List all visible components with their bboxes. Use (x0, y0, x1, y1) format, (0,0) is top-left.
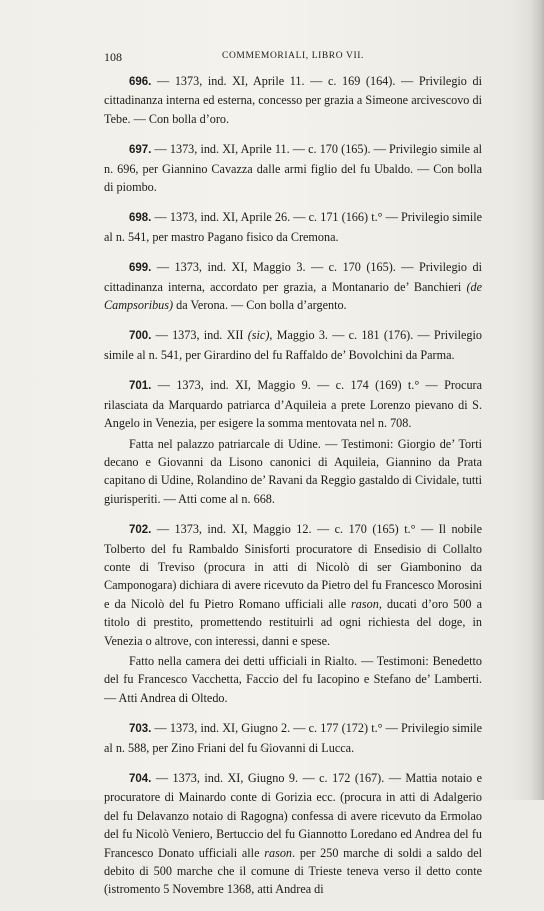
page-number: 108 (104, 50, 122, 64)
entry-text: — 1373, ind. XI, Aprile 11. — c. 170 (165). — Privilegio simile al n. 696, per Giannino Cavazza dalle armi figlio del fu Ubaldo. — Con bolla di piombo. (104, 142, 482, 195)
entry-text-continued: . per 250 marche di soldi a saldo del debito di 500 marche che il comune di Trieste teneva verso il detto conte (istromento 5 Novembre 1368, atti Andrea di (104, 845, 482, 897)
entry-subparagraph: Fatta nel palazzo patriarcale di Udine. — Testimoni: Giorgio de’ Torti decano e Giovanni da Lisono canonici di Aquileia, Giannino da Prata capitano di Udine, Rolandino de’ Ravani da Reggio gastaldo di Cividale, tutti giurisperiti. — Atti come al n. 668. (104, 436, 482, 506)
entry-text: — 1373, ind. XII (155, 328, 248, 343)
entry-number: 697. (129, 144, 152, 157)
ink-smudge (258, 742, 274, 754)
entry-text-italic: rason (264, 845, 293, 860)
entry-704 (104, 769, 482, 899)
entry-text: — 1373, ind. XI, Giugno 9. — c. 172 (167). — Mattia notaio e procuratore di Mainardo conte di Gorizia ecc. (procura in atti di Adalgerio del fu Delavanzo notaio di Ragogna) confessa di avere ricevuto da Ermolao del fu Nicolò Veniero, Bertuccio del fu Giannotto Loredano ed Andrea del fu Francesco Donato ufficiali alle (104, 771, 482, 860)
entry-text-italic: (de Campsoribus) (104, 279, 482, 313)
entry-699 (104, 258, 482, 314)
entry-text: — 1373, ind. XI, Aprile 11. — c. 169 (164). — Privilegio di cittadinanza interna ed esterna, concesso per grazia a Simeone arcivescovo di Tebe. — Con bolla d’oro. (104, 74, 482, 126)
entry-number: 700. (129, 330, 152, 343)
entry-text-italic: (sic) (247, 328, 270, 343)
page-edge-shadow (530, 0, 544, 800)
entry-text: — 1373, ind. XI, Maggio 9. — c. 174 (169) t.° — Procura rilasciata da Marquardo patriarca d’Aquileia a prete Lorenzo pievano di S. Angelo in Venezia, per esigere la somma mentovata nel n. 708. (104, 378, 483, 431)
entry-text: — 1373, ind. XI, Giugno 2. — c. 177 (172) t.° — Privilegio simile al n. 588, per Zino Friani del fu Giovanni di Lucca. (104, 721, 482, 755)
entry-697 (104, 140, 482, 196)
ink-smudge-mark (258, 742, 274, 754)
entry-number: 703. (129, 723, 152, 736)
entry-text: — 1373, ind. XI, Aprile 26. — c. 171 (166) t.° — Privilegio simile al n. 541, per mastro Pagano fisico da Cremona. (104, 210, 483, 244)
entry-698 (104, 208, 482, 246)
entry-696 (104, 72, 482, 128)
page-body (104, 72, 482, 911)
entry-text: — 1373, ind. XI, Maggio 3. — c. 170 (165). — Privilegio di cittadinanza interna, accordato per grazia, a Montanario de’ Banchieri (104, 260, 482, 294)
entry-number: 701. (129, 380, 152, 393)
entry-number: 704. (129, 773, 152, 785)
entry-number: 698. (129, 212, 152, 225)
entry-number: 696. (129, 76, 152, 88)
entry-number: 699. (129, 262, 152, 275)
entry-702 (104, 520, 482, 707)
entry-text-continued: , Maggio 3. — c. 181 (176). — Privilegio simile al n. 541, per Girardino del fu Raffaldo de’ Bovolchini da Parma. (104, 328, 483, 362)
entry-text: — 1373, ind. XI, Maggio 12. — c. 170 (165) t.° — Il nobile Tolberto del fu Rambaldo Sinisforti procuratore di Ensedisio di Collalto conte di Treviso (procura in atti di Nicolò di ser Giambonino da Camponogara) dichiara di avere ricevuto da Pietro del fu Francesco Morosini e da Nicolò del fu Pietro Romano ufficiali alle (104, 522, 483, 611)
entry-subparagraph: Fatto nella camera dei detti ufficiali in Rialto. — Testimoni: Benedetto del fu Francesco Vacchetta, Faccio del fu Iacopino e Stefano de’ Lamberti. — Atti Andrea di Oltedo. (104, 653, 482, 705)
page-header (104, 50, 482, 66)
entry-text-italic: rason (351, 596, 379, 611)
entry-number: 702. (129, 524, 152, 537)
entry-text-continued: da Verona. — Con bolla d’argento. (173, 298, 347, 313)
entry-700 (104, 326, 482, 364)
entry-701 (104, 376, 482, 508)
entry-text-continued: , ducati d’oro 500 a titolo di prestito, promettendo restituirli ad ogni richiesta del doge, in Venezia o altrove, con interessi, danni e spese. (104, 596, 482, 648)
entry-703 (104, 719, 482, 757)
running-title: COMMEMORIALI, LIBRO VII. (222, 51, 364, 61)
